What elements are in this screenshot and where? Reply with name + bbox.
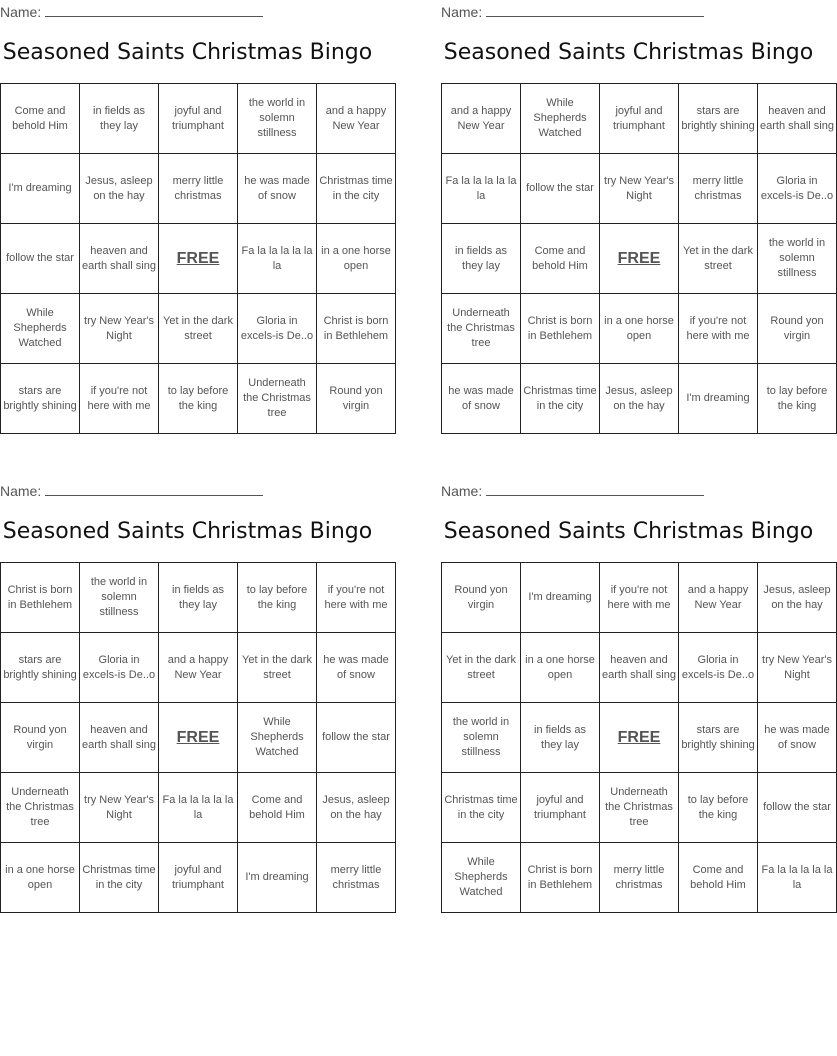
name-label: Name: bbox=[0, 483, 42, 499]
bingo-cell: Fa la la la la la la bbox=[238, 224, 317, 294]
bingo-cell: Jesus, asleep on the hay bbox=[758, 563, 837, 633]
bingo-cell: try New Year's Night bbox=[80, 294, 159, 364]
bingo-cell: in fields as they lay bbox=[442, 224, 521, 294]
grid-row bbox=[442, 703, 837, 773]
bingo-cell: the world in solemn stillness bbox=[442, 703, 521, 773]
bingo-cell: Christ is born in Bethlehem bbox=[317, 294, 396, 364]
bingo-cell: Come and behold Him bbox=[1, 84, 80, 154]
bingo-cell: Round yon virgin bbox=[317, 364, 396, 434]
bingo-cell: joyful and triumphant bbox=[600, 84, 679, 154]
free-space: FREE bbox=[159, 224, 238, 294]
bingo-cell: While Shepherds Watched bbox=[238, 703, 317, 773]
card-title: Seasoned Saints Christmas Bingo bbox=[443, 40, 814, 65]
bingo-cell: heaven and earth shall sing bbox=[80, 224, 159, 294]
name-label: Name: bbox=[441, 483, 483, 499]
bingo-cell: merry little christmas bbox=[159, 154, 238, 224]
bingo-cell: Fa la la la la la la bbox=[442, 154, 521, 224]
bingo-cell: heaven and earth shall sing bbox=[80, 703, 159, 773]
name-blank bbox=[486, 2, 704, 17]
bingo-cell: While Shepherds Watched bbox=[521, 84, 600, 154]
bingo-cell: merry little christmas bbox=[317, 843, 396, 913]
bingo-cell: Yet in the dark street bbox=[442, 633, 521, 703]
bingo-cell: Jesus, asleep on the hay bbox=[80, 154, 159, 224]
bingo-cell: and a happy New Year bbox=[317, 84, 396, 154]
grid-row bbox=[1, 154, 396, 224]
bingo-cell: and a happy New Year bbox=[442, 84, 521, 154]
bingo-cell: Christ is born in Bethlehem bbox=[521, 843, 600, 913]
bingo-cell: in fields as they lay bbox=[159, 563, 238, 633]
bingo-cell: to lay before the king bbox=[238, 563, 317, 633]
bingo-cell: Gloria in excels-is De..o bbox=[679, 633, 758, 703]
bingo-cell: Christmas time in the city bbox=[317, 154, 396, 224]
bingo-cell: follow the star bbox=[1, 224, 80, 294]
bingo-cell: in a one horse open bbox=[600, 294, 679, 364]
name-blank bbox=[486, 481, 704, 496]
bingo-cell: try New Year's Night bbox=[758, 633, 837, 703]
bingo-cell: heaven and earth shall sing bbox=[600, 633, 679, 703]
grid-row bbox=[442, 773, 837, 843]
bingo-cell: if you're not here with me bbox=[80, 364, 159, 434]
bingo-cell: follow the star bbox=[758, 773, 837, 843]
bingo-cell: to lay before the king bbox=[679, 773, 758, 843]
grid-row bbox=[1, 633, 396, 703]
name-label: Name: bbox=[441, 4, 483, 20]
bingo-cell: follow the star bbox=[521, 154, 600, 224]
bingo-cell: and a happy New Year bbox=[679, 563, 758, 633]
grid-row bbox=[442, 633, 837, 703]
bingo-cell: Yet in the dark street bbox=[238, 633, 317, 703]
bingo-cell: if you're not here with me bbox=[317, 563, 396, 633]
bingo-cell: he was made of snow bbox=[238, 154, 317, 224]
bingo-cell: Round yon virgin bbox=[758, 294, 837, 364]
bingo-cell: stars are brightly shining bbox=[1, 633, 80, 703]
bingo-cell: merry little christmas bbox=[600, 843, 679, 913]
bingo-cell: Underneath the Christmas tree bbox=[442, 294, 521, 364]
grid-row bbox=[442, 294, 837, 364]
bingo-cell: the world in solemn stillness bbox=[758, 224, 837, 294]
name-blank bbox=[45, 481, 263, 496]
bingo-cell: follow the star bbox=[317, 703, 396, 773]
grid-row bbox=[1, 294, 396, 364]
bingo-cell: Christ is born in Bethlehem bbox=[1, 563, 80, 633]
card-title: Seasoned Saints Christmas Bingo bbox=[443, 519, 814, 544]
bingo-cell: in fields as they lay bbox=[80, 84, 159, 154]
bingo-cell: I'm dreaming bbox=[1, 154, 80, 224]
bingo-cell: Gloria in excels-is De..o bbox=[238, 294, 317, 364]
bingo-cell: Jesus, asleep on the hay bbox=[600, 364, 679, 434]
bingo-cell: he was made of snow bbox=[317, 633, 396, 703]
bingo-cell: joyful and triumphant bbox=[159, 84, 238, 154]
name-line bbox=[441, 2, 704, 20]
bingo-cell: Christ is born in Bethlehem bbox=[521, 294, 600, 364]
bingo-cell: in a one horse open bbox=[521, 633, 600, 703]
bingo-cell: merry little christmas bbox=[679, 154, 758, 224]
bingo-cell: Underneath the Christmas tree bbox=[600, 773, 679, 843]
bingo-cell: try New Year's Night bbox=[600, 154, 679, 224]
bingo-cell: Gloria in excels-is De..o bbox=[758, 154, 837, 224]
grid-row bbox=[442, 154, 837, 224]
name-label: Name: bbox=[0, 4, 42, 20]
bingo-cell: Come and behold Him bbox=[238, 773, 317, 843]
grid-row bbox=[442, 843, 837, 913]
bingo-cell: in a one horse open bbox=[1, 843, 80, 913]
name-line bbox=[0, 481, 263, 499]
card-title: Seasoned Saints Christmas Bingo bbox=[2, 519, 373, 544]
bingo-cell: Round yon virgin bbox=[442, 563, 521, 633]
name-line bbox=[0, 2, 263, 20]
bingo-cell: he was made of snow bbox=[442, 364, 521, 434]
grid-row bbox=[1, 563, 396, 633]
bingo-cell: While Shepherds Watched bbox=[1, 294, 80, 364]
bingo-cell: the world in solemn stillness bbox=[80, 563, 159, 633]
bingo-cell: Round yon virgin bbox=[1, 703, 80, 773]
name-blank bbox=[45, 2, 263, 17]
bingo-cell: Christmas time in the city bbox=[521, 364, 600, 434]
bingo-cell: I'm dreaming bbox=[521, 563, 600, 633]
bingo-cell: heaven and earth shall sing bbox=[758, 84, 837, 154]
bingo-cell: Jesus, asleep on the hay bbox=[317, 773, 396, 843]
bingo-cell: if you're not here with me bbox=[679, 294, 758, 364]
bingo-cell: and a happy New Year bbox=[159, 633, 238, 703]
bingo-cell: to lay before the king bbox=[758, 364, 837, 434]
bingo-cell: Fa la la la la la la bbox=[758, 843, 837, 913]
bingo-cell: Underneath the Christmas tree bbox=[238, 364, 317, 434]
bingo-cell: Fa la la la la la la bbox=[159, 773, 238, 843]
bingo-cell: While Shepherds Watched bbox=[442, 843, 521, 913]
bingo-cell: Underneath the Christmas tree bbox=[1, 773, 80, 843]
bingo-cell: joyful and triumphant bbox=[521, 773, 600, 843]
bingo-cell: joyful and triumphant bbox=[159, 843, 238, 913]
bingo-cell: the world in solemn stillness bbox=[238, 84, 317, 154]
bingo-grid bbox=[0, 562, 396, 913]
grid-row bbox=[1, 773, 396, 843]
bingo-cell: in a one horse open bbox=[317, 224, 396, 294]
bingo-cell: try New Year's Night bbox=[80, 773, 159, 843]
card-title: Seasoned Saints Christmas Bingo bbox=[2, 40, 373, 65]
grid-row bbox=[442, 84, 837, 154]
free-space: FREE bbox=[600, 224, 679, 294]
bingo-cell: I'm dreaming bbox=[679, 364, 758, 434]
grid-row bbox=[1, 224, 396, 294]
grid-row bbox=[1, 703, 396, 773]
grid-row bbox=[442, 224, 837, 294]
bingo-cell: Christmas time in the city bbox=[442, 773, 521, 843]
grid-row bbox=[1, 364, 396, 434]
bingo-cell: stars are brightly shining bbox=[679, 84, 758, 154]
grid-row bbox=[442, 563, 837, 633]
bingo-grid bbox=[0, 83, 396, 434]
bingo-cell: stars are brightly shining bbox=[679, 703, 758, 773]
free-space: FREE bbox=[159, 703, 238, 773]
bingo-cell: he was made of snow bbox=[758, 703, 837, 773]
bingo-cell: I'm dreaming bbox=[238, 843, 317, 913]
bingo-cell: to lay before the king bbox=[159, 364, 238, 434]
bingo-cell: Come and behold Him bbox=[521, 224, 600, 294]
bingo-cell: Christmas time in the city bbox=[80, 843, 159, 913]
bingo-cell: Come and behold Him bbox=[679, 843, 758, 913]
name-line bbox=[441, 481, 704, 499]
bingo-cell: stars are brightly shining bbox=[1, 364, 80, 434]
bingo-cell: Yet in the dark street bbox=[679, 224, 758, 294]
bingo-cell: in fields as they lay bbox=[521, 703, 600, 773]
bingo-grid bbox=[441, 562, 837, 913]
bingo-cell: if you're not here with me bbox=[600, 563, 679, 633]
bingo-cell: Gloria in excels-is De..o bbox=[80, 633, 159, 703]
grid-row bbox=[1, 84, 396, 154]
free-space: FREE bbox=[600, 703, 679, 773]
bingo-grid bbox=[441, 83, 837, 434]
grid-row bbox=[1, 843, 396, 913]
bingo-cell: Yet in the dark street bbox=[159, 294, 238, 364]
grid-row bbox=[442, 364, 837, 434]
